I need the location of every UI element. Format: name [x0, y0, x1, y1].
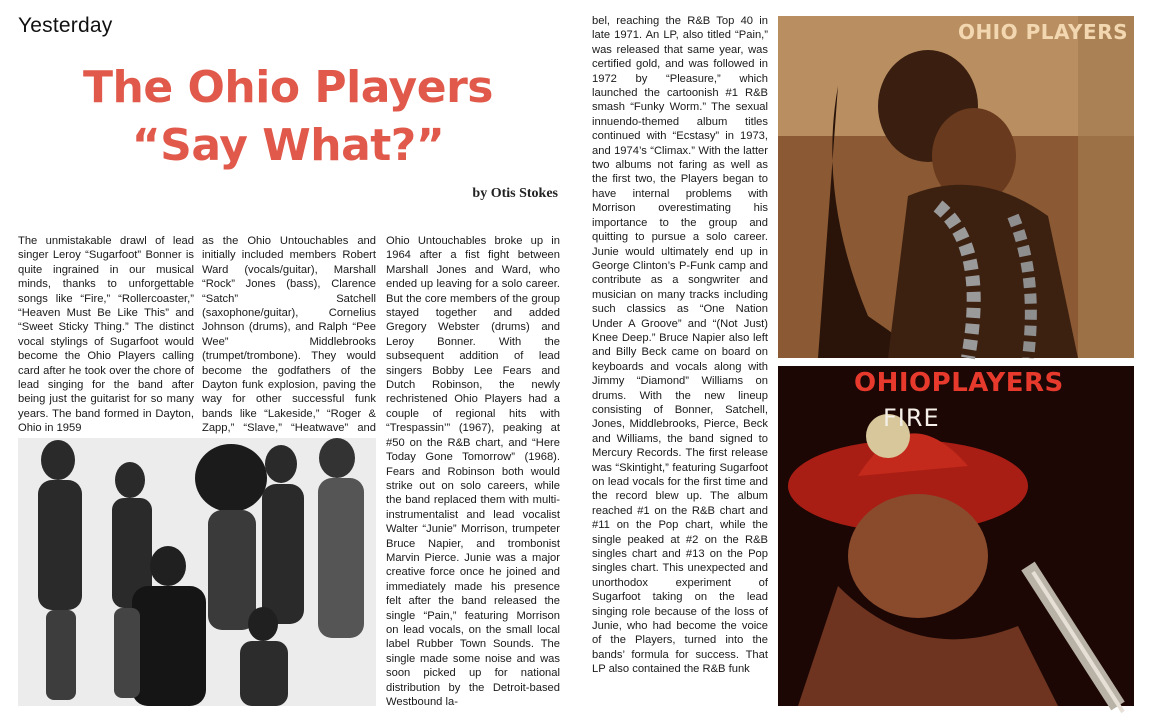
album-cover-2-title: OHIOPLAYERS: [854, 368, 1064, 398]
body-column-2: as the Ohio Untouchables and initially included members Robert Ward (vocals/guitar), Marshall “Rock” Jones (bass), Clarence “Satch” Satchell (saxophone/guitar), Cornelius Johnson (drums), and Ralph “Pee Wee” Middlebrooks (trumpet/trombone). They would become the godfathers of the Dayton funk explosion, paving the way for other successful funk bands like “Lakeside,” “Roger & Zapp,” “Slave,” “Heatwave” and: [202, 235, 376, 435]
article-title-line1: The Ohio Players: [83, 62, 493, 113]
album-cover-fire: [778, 366, 1134, 706]
album-cover-1-title: OHIO PLAYERS: [957, 20, 1128, 44]
article-title-line2: “Say What?”: [131, 120, 445, 171]
album-cover-ecstasy: [778, 16, 1134, 358]
band-photo: [18, 438, 376, 706]
body-column-4: bel, reaching the R&B Top 40 in late 1971. An LP, also titled “Pain,” was released that same year, was certified gold, and was followed in 1972 by “Pleasure,” which launched the cartoonish #1 R&B smash “Funky Worm.” The sexual innuendo-themed album titles continued with “Ecstasy” in 1973, and 1974’s “Climax.” With the latter two albums not faring as well as the first two, the Players began to have internal problems with Morrison overestimating his importance to the group and quitting to pursue a solo career. Junie would ultimately end up in George Clinton’s P-Funk camp and contribute as a songwriter and musician on many tracks including such classics as “One Nation Under A Groove” and “(Not Just) Knee Deep.” Bruce Napier also left and Billy Beck came on board on keyboards and vocals along with Jimmy “Diamond” Williams on drums. With the new lineup consisting of Bonner, Satchell, Jones, Middlebrooks, Pierce, Beck and Williams, the band signed to Mercury Records. The first release was “Skintight,” featuring Sugarfoot on lead vocals for the first time and the record blew up. The album reached #1 on the R&B chart and #11 on the Pop chart, while the single peaked at #2 on the R&B singles chart and #13 on the Pop singles chart. This unexpected and unorthodox experiment of Sugarfoot taking on the lead singing role because of the loss of Junie, who had become the voice of the Players, turned into the bands’ formula for success. That LP also contained the R&B funk: [592, 15, 768, 676]
body-column-1: The unmistakable drawl of lead singer Leroy “Sugarfoot” Bonner is quite ingrained in our musical minds, thanks to unforgettable songs like “Fire,” “Rollercoaster,” “Heaven Must Be Like This” and “Sweet Sticky Thing.” The distinct vocal stylings of Sugarfoot would become the Ohio Players calling card after he took over the chore of lead singing for the band after being just the guitarist for so many years. The band formed in Dayton, Ohio in 1959: [18, 235, 194, 435]
byline: by Otis Stokes: [472, 186, 558, 201]
body-column-3: Ohio Untouchables broke up in 1964 after a fist fight between Marshall Jones and Ward, who ended up leaving for a solo career. But the core members of the group stayed together and added Gregory Webster (drums) and Leroy Bonner. With the subsequent addition of lead singers Bobby Lee Fears and Dutch Robinson, the newly rechristened Ohio Players had a couple of regional hits with “Trespassin’” (1967), peaking at #50 on the R&B chart, and “Here Today Gone Tomorrow” (1968). Fears and Robinson both would strike out on solo careers, while the band replaced them with multi-instrumentalist and lead vocalist Walter “Junie” Morrison, trumpeter Bruce Napier, and trombonist Marvin Pierce. Junie was a major creative force once he joined and immediately made his presence felt after the band released the single “Pain,” featuring Morrison on lead vocals, on the small local label Rubber Town Sounds. The single made some noise and was soon picked up for national distribution by the Detroit-based Westbound la-: [386, 235, 560, 708]
album-cover-2-subtitle: FIRE: [883, 404, 940, 432]
section-label: Yesterday: [18, 14, 113, 37]
